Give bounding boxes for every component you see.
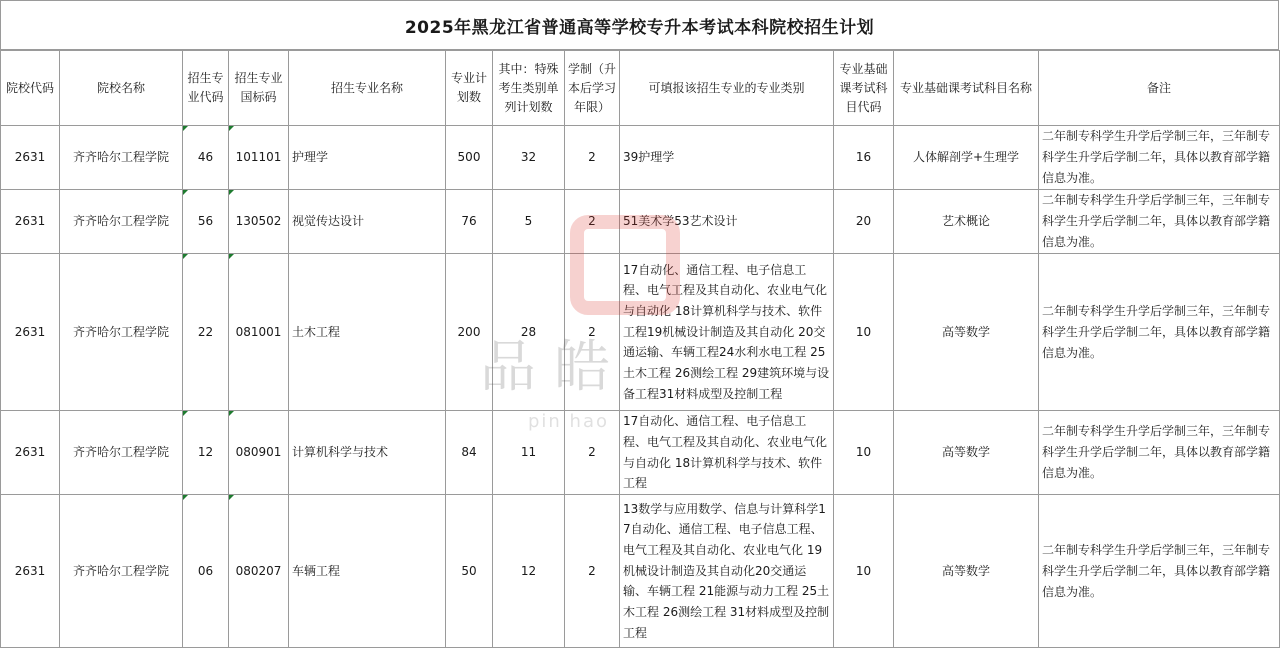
duration-cell: 2 [565,126,620,190]
special-cell: 11 [493,411,565,495]
header-school-code: 院校代码 [1,51,60,126]
plan-cell: 200 [446,254,493,411]
table-row [1,254,1280,411]
header-note: 备注 [1039,51,1280,126]
header-major-name: 招生专业名称 [289,51,446,126]
plan-cell: 84 [446,411,493,495]
categories-cell: 13数学与应用数学、信息与计算科学17自动化、通信工程、电子信息工程、电气工程及其自动化、农业电气化 19机械设计制造及其自动化20交通运输、车辆工程 21能源与动力工程 25土木工程 26测绘工程 31材料成型及控制工程 [620,495,834,648]
exam-code-cell: 10 [834,411,894,495]
school-name-cell: 齐齐哈尔工程学院 [60,411,183,495]
duration-cell: 2 [565,190,620,254]
major-code-cell: 22 [183,254,229,411]
plan-cell: 76 [446,190,493,254]
categories-cell: 17自动化、通信工程、电子信息工程、电气工程及其自动化、农业电气化与自动化 18计算机科学与技术、软件工程19机械设计制造及其自动化 20交通运输、车辆工程24水利水电工程 25土木工程 26测绘工程 29建筑环境与设备工程31材料成型及控制工程 [620,254,834,411]
exam-code-cell: 20 [834,190,894,254]
header-exam-name: 专业基础课考试科目名称 [894,51,1039,126]
school-code-cell: 2631 [1,126,60,190]
watermark-subtext: pin hao [528,411,610,432]
special-cell: 12 [493,495,565,648]
duration-cell: 2 [565,411,620,495]
table-row [1,495,1280,648]
major-name-cell: 车辆工程 [289,495,446,648]
school-name-cell: 齐齐哈尔工程学院 [60,190,183,254]
header-duration: 学制（升本后学习年限） [565,51,620,126]
exam-name-cell: 高等数学 [894,495,1039,648]
header-exam-code: 专业基础课考试科目代码 [834,51,894,126]
school-name-cell: 齐齐哈尔工程学院 [60,126,183,190]
school-code-cell: 2631 [1,190,60,254]
categories-cell: 39护理学 [620,126,834,190]
exam-code-cell: 10 [834,495,894,648]
major-name-cell: 土木工程 [289,254,446,411]
major-name-cell: 视觉传达设计 [289,190,446,254]
major-code-cell: 46 [183,126,229,190]
header-national-code: 招生专业国标码 [229,51,289,126]
national-code-cell: 101101 [229,126,289,190]
table-row [1,411,1280,495]
note-cell: 二年制专科学生升学后学制三年，三年制专科学生升学后学制二年，具体以教育部学籍信息为准。 [1039,411,1280,495]
major-code-cell: 06 [183,495,229,648]
watermark-text: 品皓 [480,335,628,400]
exam-code-cell: 16 [834,126,894,190]
categories-cell: 17自动化、通信工程、电子信息工程、电气工程及其自动化、农业电气化与自动化 18计算机科学与技术、软件工程 [620,411,834,495]
categories-cell: 51美术学53艺术设计 [620,190,834,254]
exam-name-cell: 高等数学 [894,254,1039,411]
header-school-name: 院校名称 [60,51,183,126]
header-plan: 专业计划数 [446,51,493,126]
school-name-cell: 齐齐哈尔工程学院 [60,254,183,411]
national-code-cell: 081001 [229,254,289,411]
plan-cell: 500 [446,126,493,190]
school-name-cell: 齐齐哈尔工程学院 [60,495,183,648]
note-cell: 二年制专科学生升学后学制三年，三年制专科学生升学后学制二年，具体以教育部学籍信息为准。 [1039,495,1280,648]
page-title: 2025年黑龙江省普通高等学校专升本考试本科院校招生计划 [0,0,1279,50]
exam-name-cell: 高等数学 [894,411,1039,495]
national-code-cell: 130502 [229,190,289,254]
note-cell: 二年制专科学生升学后学制三年，三年制专科学生升学后学制二年，具体以教育部学籍信息为准。 [1039,190,1280,254]
school-code-cell: 2631 [1,254,60,411]
note-cell: 二年制专科学生升学后学制三年，三年制专科学生升学后学制二年，具体以教育部学籍信息为准。 [1039,126,1280,190]
major-name-cell: 计算机科学与技术 [289,411,446,495]
special-cell: 32 [493,126,565,190]
note-cell: 二年制专科学生升学后学制三年，三年制专科学生升学后学制二年，具体以教育部学籍信息为准。 [1039,254,1280,411]
table-row [1,126,1280,190]
duration-cell: 2 [565,254,620,411]
major-code-cell: 56 [183,190,229,254]
enrollment-plan-table [0,50,1280,648]
table-row [1,190,1280,254]
major-code-cell: 12 [183,411,229,495]
special-cell: 5 [493,190,565,254]
special-cell: 28 [493,254,565,411]
header-row [1,51,1280,126]
national-code-cell: 080901 [229,411,289,495]
exam-name-cell: 艺术概论 [894,190,1039,254]
school-code-cell: 2631 [1,411,60,495]
school-code-cell: 2631 [1,495,60,648]
major-name-cell: 护理学 [289,126,446,190]
header-major-code: 招生专业代码 [183,51,229,126]
header-special: 其中：特殊考生类别单列计划数 [493,51,565,126]
header-categories: 可填报该招生专业的专业类别 [620,51,834,126]
plan-cell: 50 [446,495,493,648]
exam-code-cell: 10 [834,254,894,411]
national-code-cell: 080207 [229,495,289,648]
exam-name-cell: 人体解剖学+生理学 [894,126,1039,190]
duration-cell: 2 [565,495,620,648]
